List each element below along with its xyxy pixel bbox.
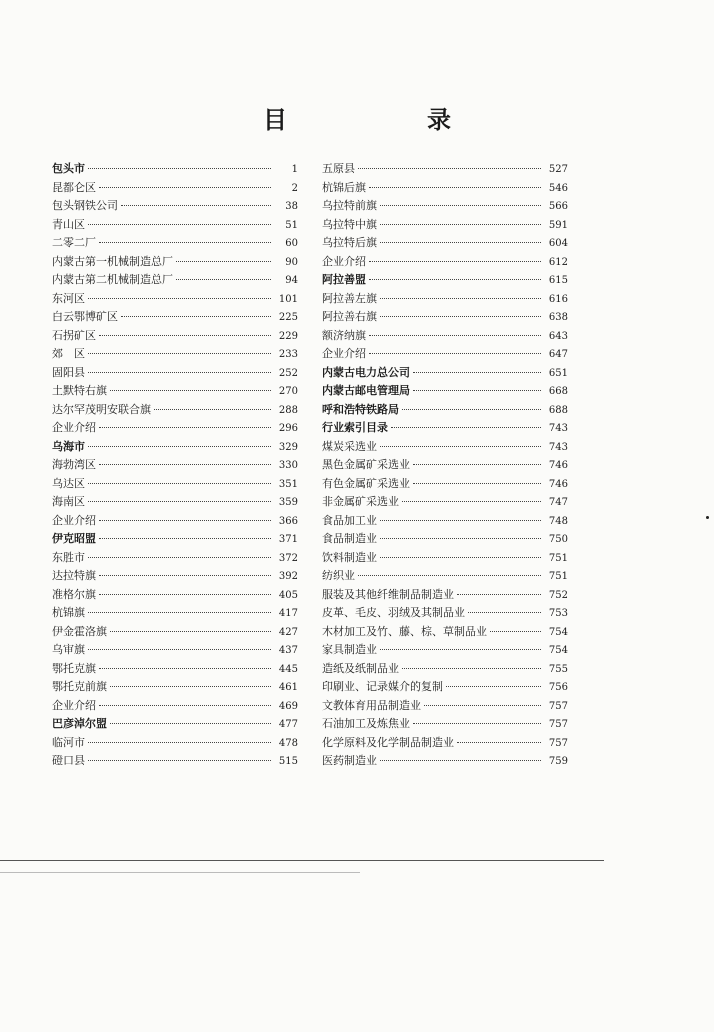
toc-entry-title: 呼和浩特铁路局: [322, 402, 399, 416]
toc-entry-title: 鄂托克前旗: [52, 680, 107, 693]
dot-leader: [176, 278, 271, 280]
bottom-rule-faint: [0, 872, 360, 873]
dot-leader: [99, 667, 271, 669]
toc-entry-page: 615: [548, 275, 568, 286]
toc-entry-title: 企业介绍: [52, 513, 96, 527]
toc-entry-page: 94: [285, 275, 298, 286]
toc-entry-page: 437: [278, 645, 298, 656]
toc-entry-page: 546: [548, 182, 568, 194]
dot-leader: [99, 574, 271, 576]
toc-entry[interactable]: [322, 160, 568, 179]
toc-entry-page: 417: [278, 608, 298, 619]
toc-entry-title: 食品加工业: [322, 513, 377, 527]
toc-entry-title: 昆都仑区: [52, 180, 96, 194]
dot-leader: [369, 260, 541, 262]
toc-entry-page: 604: [548, 238, 568, 249]
toc-entry[interactable]: [322, 604, 568, 623]
toc-entry[interactable]: [322, 549, 568, 568]
toc-entry-title: 造纸及纸制品业: [322, 661, 399, 675]
toc-entry-title: 石拐矿区: [52, 328, 96, 342]
dot-leader: [446, 685, 541, 687]
bottom-rule: [0, 860, 604, 861]
dot-leader: [380, 297, 541, 299]
toc-entry[interactable]: [322, 234, 568, 253]
toc-entry-page: 747: [548, 497, 568, 508]
toc-entry[interactable]: [322, 401, 568, 420]
toc-entry-title: 乌拉特中旗: [322, 217, 377, 231]
dot-leader: [413, 389, 541, 391]
toc-entry-title: 文教体育用品制造业: [322, 698, 421, 712]
toc-entry-page: 477: [278, 719, 298, 730]
toc-entry-page: 38: [285, 201, 298, 212]
dot-leader: [490, 630, 541, 632]
toc-entry-title: 白云鄂博矿区: [52, 310, 118, 323]
toc-entry-title: 巴彦淖尔盟: [52, 717, 107, 730]
dot-leader: [88, 482, 271, 484]
dot-leader: [154, 408, 271, 410]
toc-entry[interactable]: [52, 678, 298, 697]
toc-entry[interactable]: [322, 567, 568, 586]
toc-entry-title: 东胜市: [52, 550, 85, 564]
dot-leader: [424, 704, 541, 706]
toc-entry-title: 乌拉特前旗: [322, 199, 377, 212]
dot-leader: [88, 500, 271, 502]
toc-entry-title: 有色金属矿采选业: [322, 476, 410, 490]
dot-leader: [380, 223, 541, 225]
toc-entry-title: 纺织业: [322, 569, 355, 582]
toc-entry-title: 阿拉善盟: [322, 273, 366, 286]
toc-entry[interactable]: [52, 567, 298, 586]
dot-leader: [99, 334, 271, 336]
toc-entry-page: 366: [278, 515, 298, 527]
toc-entry-title: 木材加工及竹、藤、棕、草制品业: [322, 624, 487, 638]
toc-entry-title: 服装及其他纤维制品制造业: [322, 587, 454, 601]
toc-entry[interactable]: [52, 401, 298, 420]
toc-entry-page: 372: [278, 552, 298, 564]
toc-entry-page: 754: [548, 645, 568, 656]
toc-entry-page: 60: [285, 238, 298, 249]
toc-entry[interactable]: [322, 586, 568, 605]
dot-leader: [110, 685, 271, 687]
toc-entry-page: 751: [548, 552, 568, 564]
toc-entry-page: 427: [278, 626, 298, 638]
toc-entry-page: 757: [548, 700, 568, 712]
toc-entry[interactable]: [52, 290, 298, 309]
toc-entry-page: 753: [548, 608, 568, 619]
toc-entry-page: 688: [548, 404, 568, 416]
toc-entry-page: 330: [278, 460, 298, 471]
dot-leader: [457, 593, 541, 595]
toc-entry[interactable]: [322, 660, 568, 679]
toc-entry-page: 647: [548, 349, 568, 360]
toc-entry[interactable]: [52, 438, 298, 457]
toc-entry[interactable]: [52, 604, 298, 623]
toc-entry[interactable]: [322, 419, 568, 438]
dot-leader: [380, 241, 541, 243]
dot-leader: [110, 389, 271, 391]
dot-leader: [121, 315, 271, 317]
toc-entry-title: 黑色金属矿采选业: [322, 458, 410, 471]
toc-entry-page: 757: [548, 719, 568, 730]
dot-leader: [99, 463, 271, 465]
toc-entry[interactable]: [52, 456, 298, 475]
toc-entry[interactable]: [322, 216, 568, 235]
toc-entry-page: 51: [285, 219, 298, 231]
toc-entry-title: 包头钢铁公司: [52, 199, 118, 212]
dot-leader: [380, 648, 541, 650]
toc-entry[interactable]: [52, 419, 298, 438]
toc-entry[interactable]: [322, 512, 568, 531]
toc-entry-page: 233: [278, 349, 298, 360]
toc-entry[interactable]: [52, 253, 298, 272]
dot-leader: [88, 556, 271, 558]
toc-entry[interactable]: [322, 382, 568, 401]
toc-entry[interactable]: [322, 438, 568, 457]
toc-entry-page: 591: [548, 219, 568, 231]
toc-entry[interactable]: [52, 364, 298, 383]
toc-entry-title: 企业介绍: [322, 347, 366, 360]
toc-entry[interactable]: [52, 549, 298, 568]
toc-entry-page: 527: [548, 164, 568, 175]
toc-entry-title: 包头市: [52, 162, 85, 175]
toc-entry-page: 754: [548, 626, 568, 638]
toc-entry-page: 405: [278, 589, 298, 601]
toc-entry-title: 石油加工及炼焦业: [322, 717, 410, 730]
dot-leader: [88, 741, 271, 743]
dot-leader: [457, 741, 541, 743]
dot-leader: [369, 186, 541, 188]
dot-leader: [413, 482, 541, 484]
dot-leader: [369, 278, 541, 280]
toc-entry-title: 准格尔旗: [52, 587, 96, 601]
toc-entry-page: 752: [548, 589, 568, 601]
toc-entry-page: 566: [548, 201, 568, 212]
toc-entry-title: 化学原料及化学制品制造业: [322, 735, 454, 749]
toc-entry[interactable]: [322, 493, 568, 512]
toc-entry[interactable]: [52, 179, 298, 198]
toc-entry-page: 351: [278, 478, 298, 490]
toc-entry-title: 达尔罕茂明安联合旗: [52, 402, 151, 416]
dot-leader: [380, 445, 541, 447]
page-title: 目 录: [263, 106, 509, 134]
dot-leader: [380, 759, 541, 761]
toc-entry[interactable]: [322, 364, 568, 383]
toc-entry-title: 内蒙古电力总公司: [322, 365, 410, 379]
dot-leader: [380, 556, 541, 558]
toc-entry[interactable]: [52, 271, 298, 290]
toc-entry-title: 乌审旗: [52, 643, 85, 656]
toc-entry[interactable]: [52, 715, 298, 734]
toc-entry-page: 759: [548, 756, 568, 767]
toc-entry[interactable]: [52, 216, 298, 235]
toc-entry-page: 751: [548, 571, 568, 582]
toc-entry[interactable]: [52, 660, 298, 679]
toc-entry-page: 392: [278, 571, 298, 582]
toc-entry-title: 阿拉善左旗: [322, 291, 377, 305]
toc-entry-title: 皮革、毛皮、羽绒及其制品业: [322, 606, 465, 619]
dot-leader: [413, 722, 541, 724]
dot-leader: [110, 630, 271, 632]
toc-entry-page: 469: [278, 700, 298, 712]
dot-leader: [468, 611, 541, 613]
toc-entry-title: 阿拉善右旗: [322, 310, 377, 323]
dot-leader: [99, 241, 271, 243]
toc-entry[interactable]: [52, 160, 298, 179]
toc-entry-page: 229: [278, 330, 298, 342]
toc-entry[interactable]: [52, 752, 298, 771]
toc-entry[interactable]: [52, 586, 298, 605]
toc-entry-title: 东河区: [52, 291, 85, 305]
dot-leader: [380, 537, 541, 539]
dot-leader: [88, 297, 271, 299]
dot-leader: [99, 704, 271, 706]
toc-entry-title: 海南区: [52, 495, 85, 508]
toc-entry[interactable]: [322, 715, 568, 734]
dot-leader: [88, 167, 271, 169]
toc-entry-page: 101: [278, 293, 298, 305]
dot-leader: [88, 445, 271, 447]
toc-entry-title: 企业介绍: [52, 421, 96, 434]
toc-entry-page: 756: [548, 682, 568, 693]
toc-entry-title: 海勃湾区: [52, 458, 96, 471]
dot-leader: [99, 593, 271, 595]
toc-entry-page: 746: [548, 478, 568, 490]
toc-entry-page: 755: [548, 663, 568, 675]
dot-leader: [99, 519, 271, 521]
dot-leader: [88, 223, 271, 225]
toc-entry[interactable]: [322, 179, 568, 198]
toc-entry-page: 252: [278, 367, 298, 379]
dot-leader: [413, 371, 541, 373]
dot-leader: [402, 667, 541, 669]
toc-entry-title: 饮料制造业: [322, 550, 377, 564]
toc-entry[interactable]: [322, 752, 568, 771]
toc-entry[interactable]: [52, 197, 298, 216]
toc-entry[interactable]: [52, 345, 298, 364]
dot-leader: [402, 500, 541, 502]
toc-entry-page: 668: [548, 386, 568, 397]
toc-entry[interactable]: [322, 197, 568, 216]
toc-entry-title: 伊金霍洛旗: [52, 624, 107, 638]
toc-entry-title: 五原县: [322, 162, 355, 175]
toc-entry-title: 企业介绍: [322, 254, 366, 268]
toc-entry[interactable]: [52, 308, 298, 327]
toc-entry[interactable]: [322, 253, 568, 272]
scan-speck: [706, 516, 709, 519]
toc-right-column: [322, 160, 568, 771]
toc-entry-page: 225: [278, 312, 298, 323]
toc-entry-title: 家具制造业: [322, 643, 377, 656]
toc-entry[interactable]: [322, 290, 568, 309]
dot-leader: [88, 611, 271, 613]
toc-entry[interactable]: [322, 456, 568, 475]
dot-leader: [110, 722, 271, 724]
toc-left-column: [52, 160, 298, 771]
dot-leader: [88, 352, 271, 354]
toc-entry-title: 磴口县: [52, 754, 85, 767]
toc-entry-page: 616: [548, 293, 568, 305]
dot-leader: [369, 334, 541, 336]
toc-entry-title: 乌拉特后旗: [322, 236, 377, 249]
toc-entry-page: 1: [291, 164, 298, 175]
toc-entry-title: 临河市: [52, 735, 85, 749]
dot-leader: [99, 426, 271, 428]
toc-entry-title: 杭锦旗: [52, 606, 85, 619]
toc-entry-page: 743: [548, 441, 568, 453]
toc-entry[interactable]: [322, 697, 568, 716]
toc-entry[interactable]: [52, 512, 298, 531]
dot-leader: [358, 167, 541, 169]
toc-entry[interactable]: [52, 475, 298, 494]
toc-entry-title: 青山区: [52, 217, 85, 231]
toc-entry-page: 750: [548, 534, 568, 545]
toc-entry[interactable]: [322, 345, 568, 364]
toc-entry-page: 515: [278, 756, 298, 767]
toc-entry-page: 359: [278, 497, 298, 508]
toc-entry-page: 757: [548, 737, 568, 749]
toc-entry-title: 乌海市: [52, 439, 85, 453]
toc-entry-page: 743: [548, 423, 568, 434]
toc-entry-title: 杭锦后旗: [322, 180, 366, 194]
toc-entry[interactable]: [322, 734, 568, 753]
dot-leader: [88, 648, 271, 650]
toc-entry[interactable]: [322, 641, 568, 660]
toc-entry-title: 土默特右旗: [52, 384, 107, 397]
toc-entry-title: 印刷业、记录媒介的复制: [322, 680, 443, 693]
toc-entry-title: 鄂托克旗: [52, 661, 96, 675]
toc-entry[interactable]: [52, 327, 298, 346]
dot-leader: [380, 519, 541, 521]
toc-entry-page: 90: [285, 256, 298, 268]
toc-entry-title: 内蒙古第一机械制造总厂: [52, 254, 173, 268]
toc-entry-page: 296: [278, 423, 298, 434]
toc-entry-page: 746: [548, 460, 568, 471]
dot-leader: [413, 463, 541, 465]
toc-entry[interactable]: [52, 734, 298, 753]
toc-entry-page: 371: [278, 534, 298, 545]
toc-entry-page: 612: [548, 256, 568, 268]
toc-entry-page: 445: [278, 663, 298, 675]
toc-entry-page: 748: [548, 515, 568, 527]
toc-entry[interactable]: [322, 271, 568, 290]
toc-entry[interactable]: [52, 493, 298, 512]
toc-entry-page: 478: [278, 737, 298, 749]
dot-leader: [402, 408, 541, 410]
dot-leader: [369, 352, 541, 354]
dot-leader: [88, 371, 271, 373]
toc-entry-page: 643: [548, 330, 568, 342]
toc-entry-title: 二零二厂: [52, 236, 96, 249]
toc-entry[interactable]: [52, 382, 298, 401]
toc-entry-title: 医药制造业: [322, 754, 377, 767]
toc-entry-page: 329: [278, 441, 298, 453]
dot-leader: [380, 315, 541, 317]
toc-entry-page: 651: [548, 367, 568, 379]
toc-entry-page: 2: [291, 182, 298, 194]
toc-entry-title: 非金属矿采选业: [322, 495, 399, 508]
dot-leader: [380, 204, 541, 206]
toc-entry-title: 行业索引目录: [322, 421, 388, 434]
toc-entry-title: 额济纳旗: [322, 328, 366, 342]
toc-entry-page: 288: [278, 404, 298, 416]
toc-entry[interactable]: [52, 530, 298, 549]
toc-entry[interactable]: [322, 327, 568, 346]
toc-entry-page: 461: [278, 682, 298, 693]
toc-entry-page: 270: [278, 386, 298, 397]
dot-leader: [391, 426, 541, 428]
toc-entry[interactable]: [322, 678, 568, 697]
toc-entry-title: 内蒙古第二机械制造总厂: [52, 273, 173, 286]
dot-leader: [99, 537, 271, 539]
toc-entry-title: 伊克昭盟: [52, 532, 96, 545]
toc-entry-title: 企业介绍: [52, 698, 96, 712]
toc-entry-page: 638: [548, 312, 568, 323]
dot-leader: [358, 574, 541, 576]
toc-entry-title: 达拉特旗: [52, 569, 96, 582]
toc-entry[interactable]: [322, 623, 568, 642]
toc-entry[interactable]: [52, 623, 298, 642]
dot-leader: [99, 186, 271, 188]
toc-entry-title: 内蒙古邮电管理局: [322, 384, 410, 397]
dot-leader: [121, 204, 271, 206]
toc-entry[interactable]: [52, 234, 298, 253]
toc-entry[interactable]: [322, 530, 568, 549]
dot-leader: [176, 260, 271, 262]
toc-entry[interactable]: [322, 475, 568, 494]
toc-entry[interactable]: [52, 697, 298, 716]
toc-entry[interactable]: [52, 641, 298, 660]
toc-entry-title: 乌达区: [52, 476, 85, 490]
toc-entry-title: 煤炭采选业: [322, 439, 377, 453]
toc-entry-title: 食品制造业: [322, 532, 377, 545]
toc-entry-title: 固阳县: [52, 365, 85, 379]
toc-entry-title: 郊 区: [52, 347, 85, 360]
toc-entry[interactable]: [322, 308, 568, 327]
dot-leader: [88, 759, 271, 761]
